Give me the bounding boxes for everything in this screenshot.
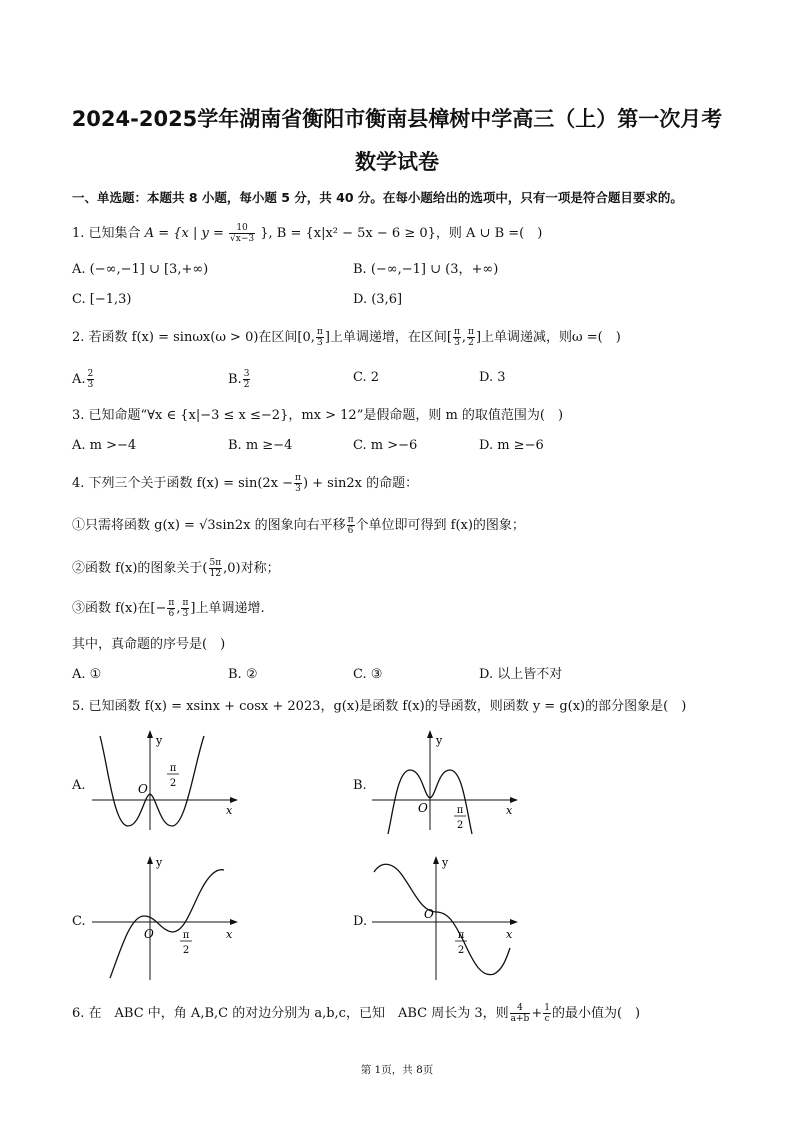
x-label: x [226, 928, 233, 941]
q4-option-c: C. ③ [353, 667, 383, 682]
y-label: y [442, 856, 449, 869]
tick-num: π [456, 805, 464, 816]
curve [374, 864, 510, 974]
curve [100, 736, 204, 826]
q1-option-a: A. (−∞,−1] ∪ [3,+∞) [72, 262, 209, 277]
q6-stem-a: 6. 在 ABC 中，角 A,B,C 的对边分别为 a,b,c，已知 ABC 周长为 3，则 [72, 1006, 509, 1021]
q6-stem-b: 的最小值为( ) [551, 1006, 641, 1021]
tick-num: π [169, 763, 177, 774]
q4-f-den: 3 [295, 484, 301, 494]
q4-option-b: B. ② [228, 667, 258, 682]
y-label: y [156, 734, 163, 747]
q5-label-b: B. [353, 778, 367, 793]
x-label: x [506, 928, 513, 941]
origin-label: O [138, 782, 148, 796]
q4-p1-num: π [347, 515, 354, 525]
page-footer: 第 1页，共 8页 [360, 1064, 434, 1076]
q2-opt-a-frac [87, 369, 95, 390]
question-6-stem [72, 1003, 640, 1024]
y-arrow [427, 730, 433, 738]
q2-sep: , [461, 330, 467, 345]
q4-p1-frac [347, 515, 355, 536]
x-arrow [230, 919, 238, 925]
y-arrow [433, 856, 439, 864]
q4-p3-n1: π [168, 598, 175, 608]
x-label: x [506, 804, 513, 817]
origin-label: O [424, 907, 434, 921]
q4-p3-frac-2 [181, 598, 189, 619]
y-label: y [436, 734, 443, 747]
q2-stem-a: 2. 若函数 f(x) = sinωx(ω > 0)在区间[0, [72, 330, 315, 345]
q4-p1-den: 6 [347, 526, 354, 536]
q2-opt-b-num: 3 [243, 369, 250, 379]
tick-num: π [182, 930, 190, 941]
origin-label: O [144, 927, 154, 941]
q2-option-a [72, 369, 95, 390]
exam-title-line2: 数学试卷 [355, 150, 439, 174]
q5-label-d: D. [353, 914, 368, 929]
q2-opt-b-frac [243, 369, 251, 390]
q4-p2-num: 5π [209, 558, 222, 568]
q1-set-a: A = {x | y = [144, 226, 224, 241]
q2-f1-num: π [316, 327, 323, 337]
q2-f2-num: π [453, 327, 460, 337]
q2-opt-b-label: B. [228, 372, 242, 387]
curve [110, 870, 224, 978]
q2-f1-den: 3 [317, 338, 323, 348]
tick-den: 2 [182, 945, 190, 956]
q4-p2-frac [209, 558, 223, 579]
q6-f1-num: 4 [510, 1003, 531, 1014]
question-2-stem [72, 327, 621, 348]
question-4-stem [72, 473, 418, 494]
q5-label-a: A. [72, 778, 86, 793]
q1-frac-num: 10 [229, 223, 255, 234]
q3-option-b: B. m ≥−4 [228, 438, 293, 453]
q1-set-b: }, B = {x|x² − 5x − 6 ≥ 0}，则 A ∪ B =( ) [260, 226, 543, 241]
x-arrow [230, 797, 238, 803]
exam-title-line1: 2024-2025学年湖南省衡阳市衡南县樟树中学高三（上）第一次月考 [71, 107, 723, 131]
q6-frac-2 [543, 1003, 551, 1024]
q4-p2-den: 12 [209, 569, 222, 579]
q6-f2-num: 1 [544, 1003, 550, 1013]
q6-f2-den: c [544, 1014, 550, 1024]
q4-p1-a: ①只需将函数 g(x) = √3sin2x 的图象向右平移 [72, 518, 346, 533]
q4-proposition-3 [72, 598, 265, 619]
q2-option-d: D. 3 [479, 370, 506, 385]
q1-fraction [229, 223, 255, 244]
q5-graph-a [86, 726, 246, 836]
q2-stem-b: ]上单调递增，在区间[ [324, 330, 452, 345]
q6-frac-1 [510, 1003, 531, 1024]
y-label: y [156, 856, 163, 869]
q4-p3-a: ③函数 f(x)在[− [72, 601, 167, 616]
q1-option-c: C. [−1,3) [72, 292, 132, 307]
q4-p3-d2: 3 [182, 609, 189, 619]
q2-stem-c: ]上单调递减，则ω =( ) [475, 330, 621, 345]
q4-proposition-1 [72, 515, 525, 536]
q5-graph-c [86, 852, 246, 984]
q1-option-b: B. (−∞,−1] ∪ (3，+∞) [353, 262, 499, 277]
q3-option-d: D. m ≥−6 [479, 438, 544, 453]
y-arrow [147, 730, 153, 738]
q2-f3-den: 2 [468, 338, 474, 348]
q2-option-b [228, 369, 251, 390]
q4-stem-b: ) + sin2x 的命题： [302, 476, 419, 491]
q4-p3-b: ]上单调递增. [190, 601, 265, 616]
q2-frac-1 [316, 327, 324, 348]
q4-p3-n2: π [182, 598, 189, 608]
tick-den: 2 [456, 820, 464, 831]
q4-p3-sep: , [176, 601, 181, 616]
q2-f3-num: π [468, 327, 474, 337]
tick-num: π [457, 930, 465, 941]
q5-label-c: C. [72, 914, 86, 929]
question-1-stem [72, 223, 542, 244]
q4-frac [294, 473, 302, 494]
q1-num: 1. [72, 226, 85, 241]
q2-opt-a-den: 3 [87, 380, 94, 390]
q4-p3-d1: 6 [168, 609, 175, 619]
q5-graph-d [366, 852, 526, 984]
x-label: x [226, 804, 233, 817]
origin-label: O [418, 801, 428, 815]
q2-opt-a-num: 2 [87, 369, 94, 379]
question-3-stem: 3. 已知命题“∀x ∈ {x|−3 ≤ x ≤−2}，mx > 12”是假命题，则 m 的取值范围为( ) [72, 408, 564, 423]
q4-p1-b: 个单位即可得到 f(x)的图象； [355, 518, 525, 533]
question-5-stem: 5. 已知函数 f(x) = xsinx + cosx + 2023，g(x)是函数 f(x)的导函数，则函数 y = g(x)的部分图象是( ) [72, 699, 687, 714]
q3-option-c: C. m >−6 [353, 438, 418, 453]
q4-p3-frac-1 [167, 598, 175, 619]
q4-p2-b: ,0)对称； [223, 561, 280, 576]
q5-graph-b [366, 726, 526, 836]
q2-opt-b-den: 2 [243, 380, 250, 390]
q2-frac-3 [467, 327, 475, 348]
q4-f-num: π [295, 473, 301, 483]
q1-option-d: D. (3,6] [353, 292, 403, 307]
q4-option-a: A. ① [72, 667, 102, 682]
q2-frac-2 [453, 327, 461, 348]
q6-plus: + [531, 1006, 543, 1021]
q6-f1-den: a+b [510, 1014, 530, 1024]
tick-den: 2 [169, 778, 177, 789]
q3-option-a: A. m >−4 [72, 438, 137, 453]
x-arrow [510, 797, 518, 803]
q4-stem-a: 4. 下列三个关于函数 f(x) = sin(2x − [72, 476, 294, 491]
q2-opt-a-label: A. [72, 372, 86, 387]
q4-option-d: D. 以上皆不对 [479, 667, 563, 682]
y-arrow [147, 856, 153, 864]
x-arrow [510, 919, 518, 925]
q4-ask: 其中，真命题的序号是( ) [72, 637, 226, 652]
q4-proposition-2 [72, 558, 280, 579]
section-heading: 一、单选题：本题共 8 小题，每小题 5 分，共 40 分。在每小题给出的选项中，只有一项是符合题目要求的。 [72, 190, 683, 205]
tick-den: 2 [457, 945, 465, 956]
q1-stem-a: 已知集合 [88, 226, 141, 241]
q1-frac-den: √x−3 [230, 234, 255, 244]
q2-f2-den: 3 [454, 338, 460, 348]
q4-p2-a: ②函数 f(x)的图象关于( [72, 561, 208, 576]
q2-option-c: C. 2 [353, 370, 380, 385]
